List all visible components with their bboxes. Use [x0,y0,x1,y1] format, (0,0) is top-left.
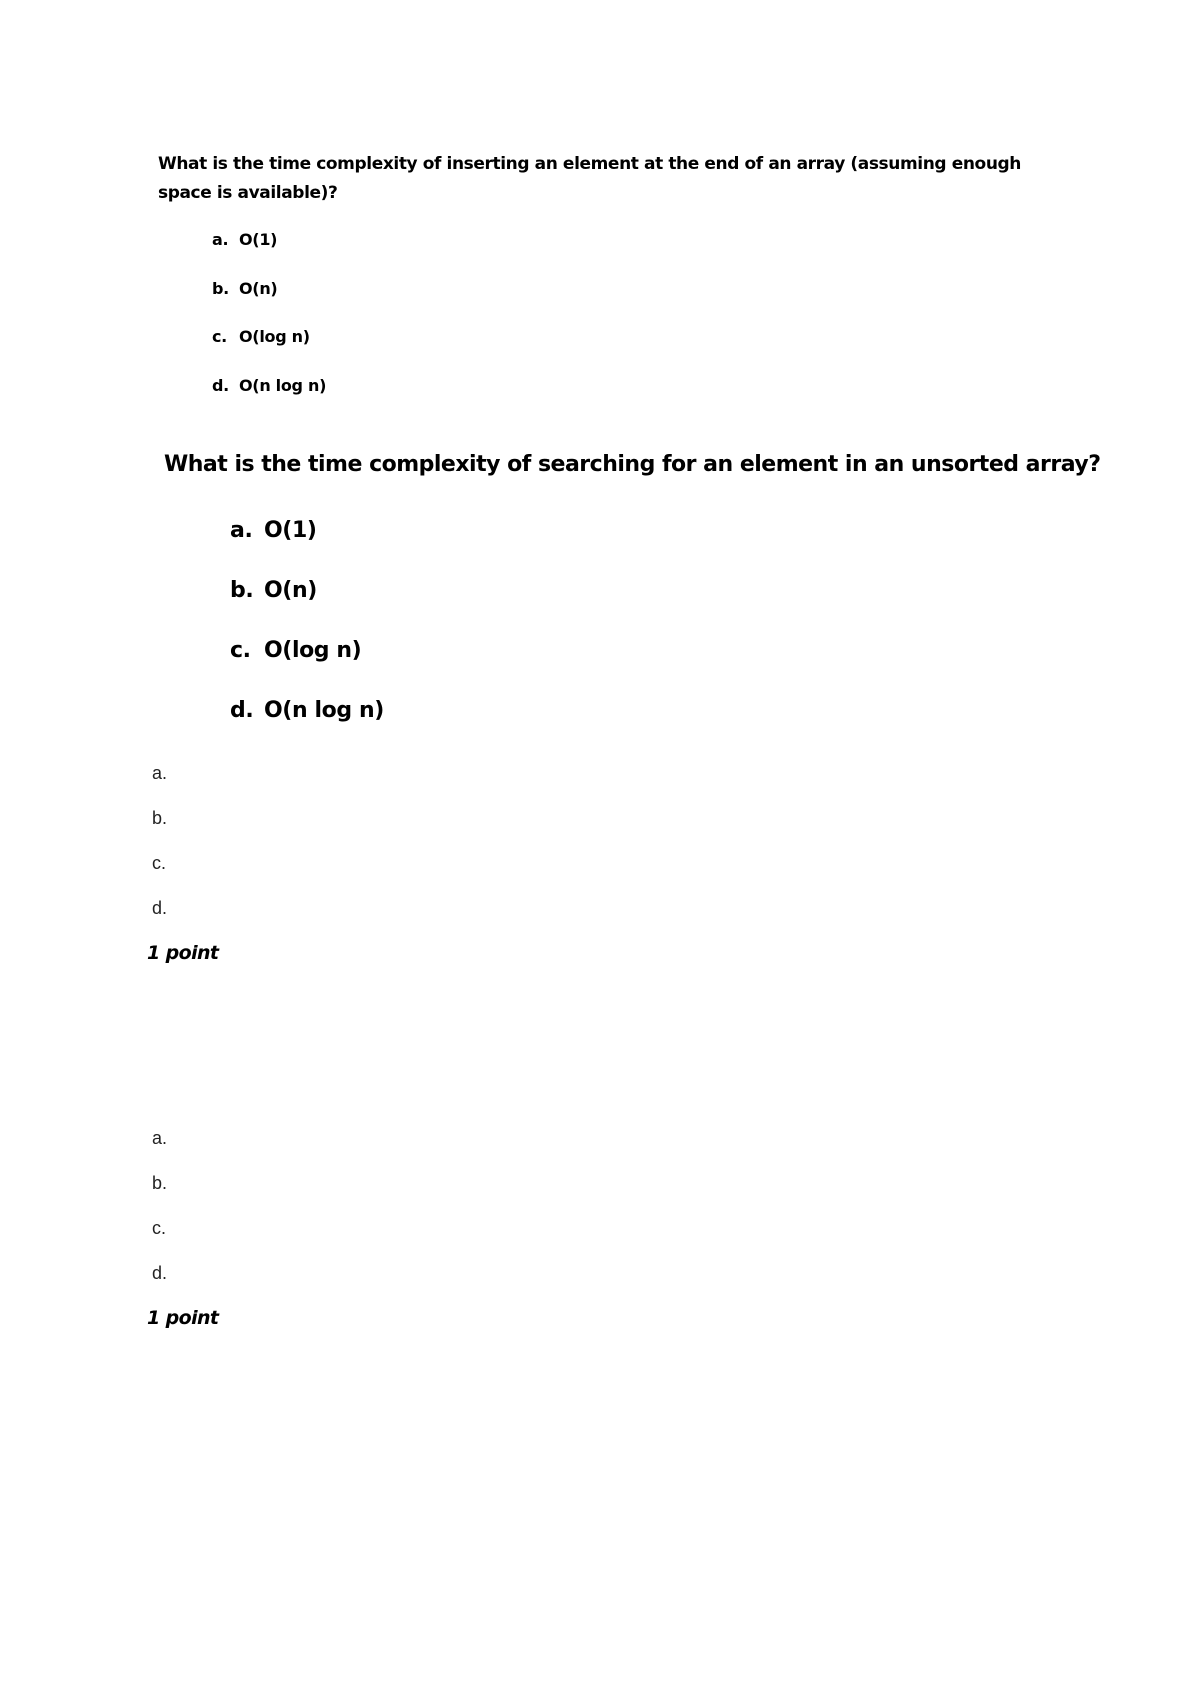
question-2-option-c [230,637,384,697]
answer-options-group-2 [152,1127,167,1307]
question-1-options [212,230,326,424]
question-1-option-c [212,327,326,376]
question-2-option-a [230,517,384,577]
question-2-option-d [230,697,384,757]
question-2-text: What is the time complexity of searching for an element in an unsorted array? [164,452,1101,477]
option-marker: a. [212,230,229,249]
question-1-option-d [212,376,326,425]
option-label: O(n) [239,278,278,298]
answer-option-a: a. [152,763,168,783]
option-label: O(n log n) [239,375,327,395]
option-label: O(log n) [239,327,310,346]
points-label: 1 point [147,1307,219,1329]
option-label: O(1) [239,230,278,249]
option-marker: b. [230,578,254,603]
option-label: O(n) [264,578,317,603]
option-label: O(n log n) [264,698,384,723]
question-1-option-a [212,230,326,279]
option-label: O(log n) [264,638,362,663]
answer-option-d: d. [152,898,168,918]
answer-option-d: d. [152,1263,168,1283]
option-marker: a. [230,518,253,543]
answer-option-b: b. [152,1173,168,1193]
question-1-text: What is the time complexity of inserting an element at the end of an array (assuming enough space is available)? [158,154,1021,203]
question-1-image [158,150,1058,395]
points-label: 1 point [147,942,219,964]
answer-option-c: c. [152,853,167,873]
answer-option-c: c. [152,1218,167,1238]
option-marker: c. [230,638,251,663]
question-2-option-b [230,577,384,637]
answer-option-b: b. [152,808,168,828]
question-1-option-b [212,279,326,328]
question-2-options [230,517,384,757]
answer-options-group-1 [152,762,167,942]
option-marker: d. [212,375,229,395]
option-marker: c. [212,327,227,346]
question-2-image [164,450,1114,723]
answer-option-a: a. [152,1128,168,1148]
option-marker: d. [230,698,254,723]
option-label: O(1) [264,518,317,543]
option-marker: b. [212,278,229,298]
